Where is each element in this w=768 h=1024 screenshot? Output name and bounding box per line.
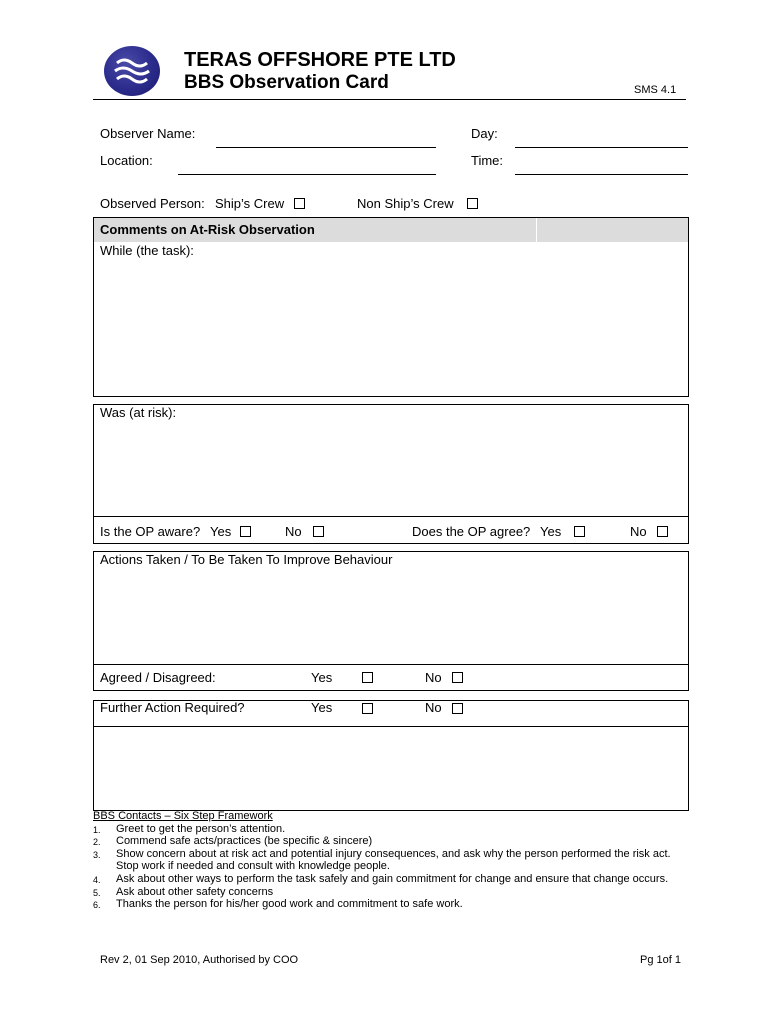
section-header-text: Comments on At-Risk Observation [100,222,315,237]
framework-step [93,823,673,836]
actions-box[interactable] [93,551,689,665]
step-number: 1. [93,824,101,835]
six-step-framework [93,810,673,911]
op-aware-no-label: No [285,524,302,539]
framework-step [93,848,673,873]
header-divider [93,99,686,100]
card-title: BBS Observation Card [184,72,389,93]
revision-note: Rev 2, 01 Sep 2010, Authorised by COO [100,954,299,966]
op-agree-no-checkbox[interactable] [657,526,668,537]
framework-step [93,898,673,911]
day-field[interactable] [515,147,688,148]
step-number: 6. [93,900,101,911]
op-agree-no-label: No [630,524,647,539]
was-label: Was (at risk): [100,405,177,420]
time-label: Time: [471,153,504,168]
step-text: Ask about other ways to perform the task safely and gain commitment for change and ensure that change occurs. [116,872,669,885]
further-action-label: Further Action Required? [100,700,245,715]
step-text: Thanks the person for his/her good work and commitment to safe work. [116,898,463,911]
agreed-no-label: No [425,670,442,685]
op-aware-yes-label: Yes [210,524,232,539]
step-text: Show concern about at risk act and potential injury consequences, and ask why the person performed the risk act. Stop work if needed and consult with knowledge people. [116,847,671,873]
step-text: Commend safe acts/practices (be specific & sincere) [116,835,373,848]
step-number: 3. [93,849,101,860]
framework-step [93,835,673,848]
op-aware-yes-checkbox[interactable] [240,526,251,537]
company-logo [104,46,160,96]
op-agree-yes-label: Yes [540,524,562,539]
location-label: Location: [100,153,153,168]
non-ships-crew-label: Non Ship’s Crew [357,196,454,211]
non-ships-crew-checkbox[interactable] [467,198,478,209]
op-agree-yes-checkbox[interactable] [574,526,585,537]
time-field[interactable] [515,174,688,175]
ships-crew-checkbox[interactable] [294,198,305,209]
further-action-divider [93,726,689,727]
op-aware-label: Is the OP aware? [100,524,201,539]
step-text: Greet to get the person’s attention. [116,822,286,835]
while-label: While (the task): [100,243,194,258]
further-no-label: No [425,700,442,715]
day-label: Day: [471,126,498,141]
op-agree-label: Does the OP agree? [412,524,531,539]
was-box[interactable] [93,404,689,517]
observer-name-field[interactable] [216,147,436,148]
ships-crew-label: Ship’s Crew [215,196,285,211]
agreed-label: Agreed / Disagreed: [100,670,216,685]
framework-step [93,886,673,899]
observed-person-label: Observed Person: [100,196,205,211]
observer-name-label: Observer Name: [100,126,196,141]
step-text: Ask about other safety concerns [116,885,274,898]
further-action-box[interactable] [93,700,689,811]
location-field[interactable] [178,174,436,175]
company-name: TERAS OFFSHORE PTE LTD [184,49,456,71]
further-no-checkbox[interactable] [452,703,463,714]
framework-step [93,873,673,886]
step-number: 4. [93,874,101,885]
actions-label: Actions Taken / To Be Taken To Improve Behaviour [100,552,393,567]
agreed-yes-label: Yes [311,670,333,685]
step-number: 5. [93,887,101,898]
step-number: 2. [93,837,101,848]
op-aware-no-checkbox[interactable] [313,526,324,537]
agreed-no-checkbox[interactable] [452,672,463,683]
agreed-yes-checkbox[interactable] [362,672,373,683]
form-code: SMS 4.1 [634,84,677,96]
page-number: Pg 1of 1 [640,954,681,966]
header-cell-divider [536,218,537,242]
framework-title: BBS Contacts – Six Step Framework [93,810,273,822]
further-yes-label: Yes [311,700,333,715]
further-yes-checkbox[interactable] [362,703,373,714]
